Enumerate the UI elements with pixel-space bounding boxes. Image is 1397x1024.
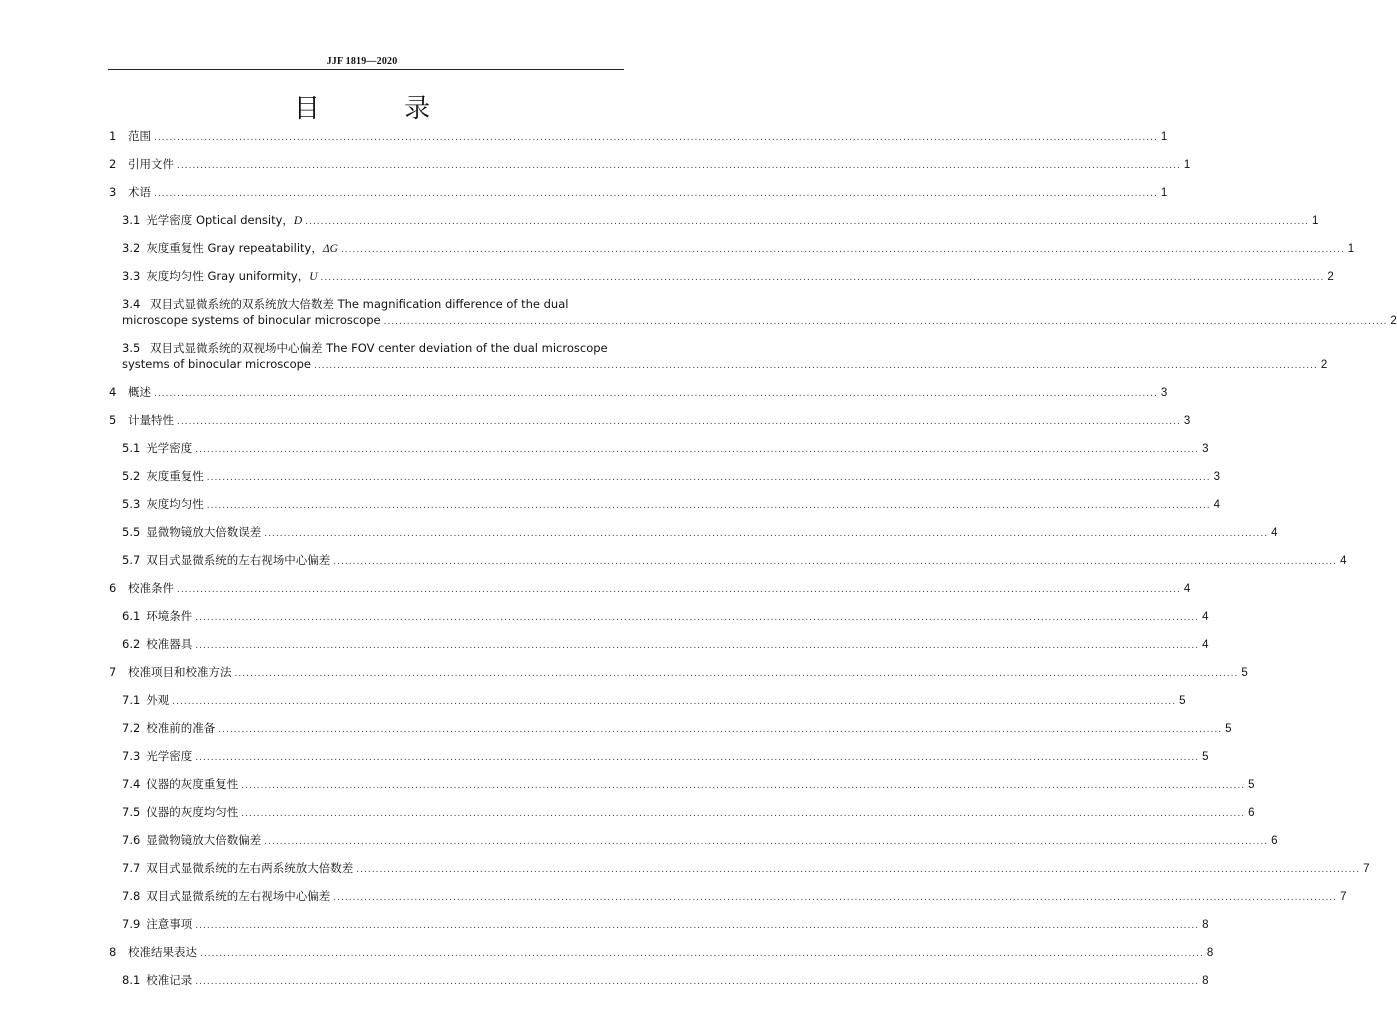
toc-entry-page: 2: [1390, 315, 1397, 327]
toc-entry-number: 7.5: [122, 805, 141, 819]
dot-leader: [314, 358, 1318, 374]
toc-entry-page: 7: [1340, 891, 1347, 903]
dot-leader: [321, 270, 1325, 286]
toc-entry-title: 显微物镜放大倍数误差: [146, 525, 262, 539]
toc-entry-title: 双目式显微系统的双视场中心偏差 The FOV center deviation of the dual microscope: [149, 341, 608, 355]
toc-entry-5-3[interactable]: [109, 496, 1221, 514]
toc-entry-page: 3: [1202, 443, 1209, 455]
toc-entry-title: 计量特性: [128, 413, 174, 427]
toc-entry-number: 4: [109, 385, 117, 399]
page-title: 目 录: [293, 94, 469, 124]
toc-entry-number: 3.3: [122, 269, 141, 283]
toc-entry-number: 6.2: [122, 637, 141, 651]
toc-entry-page: 4: [1213, 499, 1221, 511]
toc-entry-number: 3.4: [122, 297, 141, 311]
dot-leader: [241, 806, 1245, 822]
toc-entry-page: 6: [1248, 807, 1255, 819]
toc-entry-1[interactable]: [109, 128, 1168, 146]
dot-leader: [384, 314, 1388, 330]
toc-entry-title: 双目式显微系统的双系统放大倍数差 The magnification difference of the dual: [149, 297, 569, 311]
toc-entry-number: 6.1: [122, 609, 141, 623]
dot-leader: [218, 722, 1222, 738]
toc-entry-number: 5.3: [122, 497, 141, 511]
toc-entry-page: 7: [1363, 863, 1370, 875]
dot-leader: [195, 974, 1199, 990]
toc-entry-page: 3: [1213, 471, 1221, 483]
toc-entry-3-5[interactable]: [109, 340, 1328, 374]
toc-entry-number: 3.2: [122, 241, 141, 255]
toc-entry-title: 光学密度: [146, 441, 193, 455]
toc-entry-6[interactable]: [109, 580, 1191, 598]
toc-entry-3-4[interactable]: [109, 296, 1397, 330]
dot-leader: [341, 242, 1345, 258]
toc-entry-number: 3.1: [122, 213, 141, 227]
dot-leader: [305, 214, 1309, 230]
toc-entry-title: 校准条件: [128, 581, 174, 595]
toc-entry-number: 3: [109, 185, 117, 199]
toc-entry-number: 5.1: [122, 441, 141, 455]
dot-leader: [207, 470, 1211, 486]
toc-entry-title: 校准前的准备: [146, 721, 216, 735]
toc-entry-page: 4: [1183, 583, 1191, 595]
toc-entry-7-6[interactable]: [109, 832, 1278, 850]
toc-entry-page: 4: [1202, 639, 1209, 651]
table-of-contents: [109, 128, 1397, 990]
toc-entry-title: 校准器具: [146, 637, 193, 651]
toc-entry-page: 5: [1248, 779, 1255, 791]
dot-leader: [172, 694, 1176, 710]
dot-leader: [154, 130, 1158, 146]
toc-entry-3-2[interactable]: [109, 240, 1355, 258]
toc-entry-page: 6: [1271, 835, 1278, 847]
toc-entry-page: 2: [1320, 359, 1328, 371]
dot-leader: [195, 750, 1199, 766]
dot-leader: [207, 498, 1211, 514]
toc-entry-page: 8: [1202, 975, 1209, 987]
toc-entry-5-5[interactable]: [109, 524, 1278, 542]
toc-entry-number: 7.3: [122, 749, 141, 763]
toc-entry-title: 校准记录: [146, 973, 193, 987]
toc-entry-number: 7.8: [122, 889, 141, 903]
toc-entry-number: 7.9: [122, 917, 141, 931]
toc-entry-number: 6: [109, 581, 117, 595]
toc-entry-3-1[interactable]: [109, 212, 1319, 230]
toc-entry-7-4[interactable]: [109, 776, 1255, 794]
toc-entry-title: 校准结果表达: [128, 945, 197, 959]
toc-entry-title: 光学密度: [146, 749, 193, 763]
toc-entry-number: 1: [109, 129, 117, 143]
toc-entry-title: 灰度均匀性 Gray uniformity，U: [146, 269, 318, 283]
toc-entry-7-3[interactable]: [109, 748, 1209, 766]
toc-entry-title: 双目式显微系统的左右两系统放大倍数差: [146, 861, 354, 875]
toc-entry-5[interactable]: [109, 412, 1191, 430]
toc-entry-page: 2: [1327, 271, 1334, 283]
toc-entry-number: 2: [109, 157, 117, 171]
dot-leader: [195, 638, 1199, 654]
toc-entry-title: 术语: [128, 185, 151, 199]
dot-leader: [333, 554, 1337, 570]
dot-leader: [195, 918, 1199, 934]
toc-entry-title-continued: microscope systems of binocular microscope: [122, 313, 381, 327]
toc-entry-title: 校准项目和校准方法: [128, 665, 232, 679]
toc-entry-title: 外观: [146, 693, 170, 707]
toc-entry-title: 灰度重复性: [146, 469, 204, 483]
toc-entry-number: 5.5: [122, 525, 141, 539]
toc-entry-number: 5: [109, 413, 117, 427]
toc-entry-page: 1: [1312, 215, 1319, 227]
toc-entry-number: 7: [109, 665, 117, 679]
toc-entry-7[interactable]: [109, 664, 1248, 682]
toc-entry-6-2[interactable]: [109, 636, 1209, 654]
toc-entry-title-continued: systems of binocular microscope: [122, 357, 311, 371]
toc-entry-title: 灰度均匀性: [146, 497, 204, 511]
toc-entry-number: 7.4: [122, 777, 141, 791]
toc-entry-page: 8: [1202, 919, 1209, 931]
toc-entry-7-9[interactable]: [109, 916, 1209, 934]
symbol: U: [309, 271, 318, 283]
toc-entry-5-1[interactable]: [109, 440, 1209, 458]
toc-entry-page: 4: [1271, 527, 1278, 539]
toc-entry-title: 注意事项: [146, 917, 193, 931]
toc-entry-page: 3: [1160, 387, 1168, 399]
toc-entry-4[interactable]: [109, 384, 1168, 402]
dot-leader: [177, 158, 1181, 174]
dot-leader: [356, 862, 1360, 878]
toc-entry-number: 3.5: [122, 341, 141, 355]
toc-entry-page: 4: [1340, 555, 1347, 567]
toc-entry-title: 灰度重复性 Gray repeatability，ΔG: [146, 241, 338, 255]
toc-entry-8[interactable]: [109, 944, 1214, 962]
dot-leader: [235, 666, 1239, 682]
toc-entry-page: 1: [1160, 131, 1168, 143]
symbol: D: [293, 215, 303, 227]
toc-entry-5-7[interactable]: [109, 552, 1347, 570]
toc-entry-8-1[interactable]: [109, 972, 1209, 990]
dot-leader: [200, 946, 1204, 962]
toc-entry-page: 5: [1202, 751, 1209, 763]
toc-entry-3[interactable]: [109, 184, 1168, 202]
dot-leader: [241, 778, 1245, 794]
toc-entry-page: 5: [1179, 695, 1186, 707]
toc-entry-title: 双目式显微系统的左右视场中心偏差: [146, 889, 331, 903]
toc-entry-page: 3: [1183, 415, 1191, 427]
toc-entry-5-2[interactable]: [109, 468, 1221, 486]
dot-leader: [264, 834, 1268, 850]
dot-leader: [154, 186, 1158, 202]
toc-entry-title: 环境条件: [146, 609, 193, 623]
toc-entry-7-8[interactable]: [109, 888, 1347, 906]
header-rule: [108, 69, 624, 70]
toc-entry-title: 双目式显微系统的左右视场中心偏差: [146, 553, 331, 567]
toc-entry-title: 光学密度 Optical density，D: [146, 213, 303, 227]
toc-entry-page: 8: [1206, 947, 1214, 959]
toc-entry-title: 范围: [128, 129, 151, 143]
toc-entry-3-3[interactable]: [109, 268, 1334, 286]
dot-leader: [195, 442, 1199, 458]
toc-entry-page: 1: [1347, 243, 1355, 255]
toc-entry-title: 仪器的灰度重复性: [146, 777, 239, 791]
toc-entry-number: 8: [109, 945, 117, 959]
dot-leader: [333, 890, 1337, 906]
dot-leader: [264, 526, 1268, 542]
toc-entry-number: 7.1: [122, 693, 141, 707]
toc-entry-page: 1: [1183, 159, 1191, 171]
toc-entry-number: 7.7: [122, 861, 141, 875]
toc-entry-7-5[interactable]: [109, 804, 1255, 822]
dot-leader: [177, 414, 1181, 430]
dot-leader: [154, 386, 1158, 402]
toc-entry-page: 1: [1160, 187, 1168, 199]
toc-entry-number: 7.6: [122, 833, 141, 847]
toc-entry-page: 5: [1241, 667, 1248, 679]
toc-entry-number: 5.7: [122, 553, 141, 567]
dot-leader: [195, 610, 1199, 626]
symbol: ΔG: [322, 243, 338, 255]
toc-entry-title: 显微物镜放大倍数偏差: [146, 833, 262, 847]
toc-entry-7-2[interactable]: [109, 720, 1232, 738]
toc-entry-7-1[interactable]: [109, 692, 1186, 710]
toc-entry-6-1[interactable]: [109, 608, 1209, 626]
toc-entry-number: 7.2: [122, 721, 141, 735]
toc-entry-page: 5: [1225, 723, 1232, 735]
toc-entry-page: 4: [1202, 611, 1209, 623]
dot-leader: [177, 582, 1181, 598]
toc-entry-2[interactable]: [109, 156, 1191, 174]
toc-entry-title: 仪器的灰度均匀性: [146, 805, 239, 819]
toc-entry-number: 8.1: [122, 973, 141, 987]
toc-entry-title: 引用文件: [128, 157, 174, 171]
toc-entry-title: 概述: [128, 385, 151, 399]
toc-entry-number: 5.2: [122, 469, 141, 483]
toc-entry-7-7[interactable]: [109, 860, 1370, 878]
standard-code: JJF 1819—2020: [326, 56, 398, 67]
